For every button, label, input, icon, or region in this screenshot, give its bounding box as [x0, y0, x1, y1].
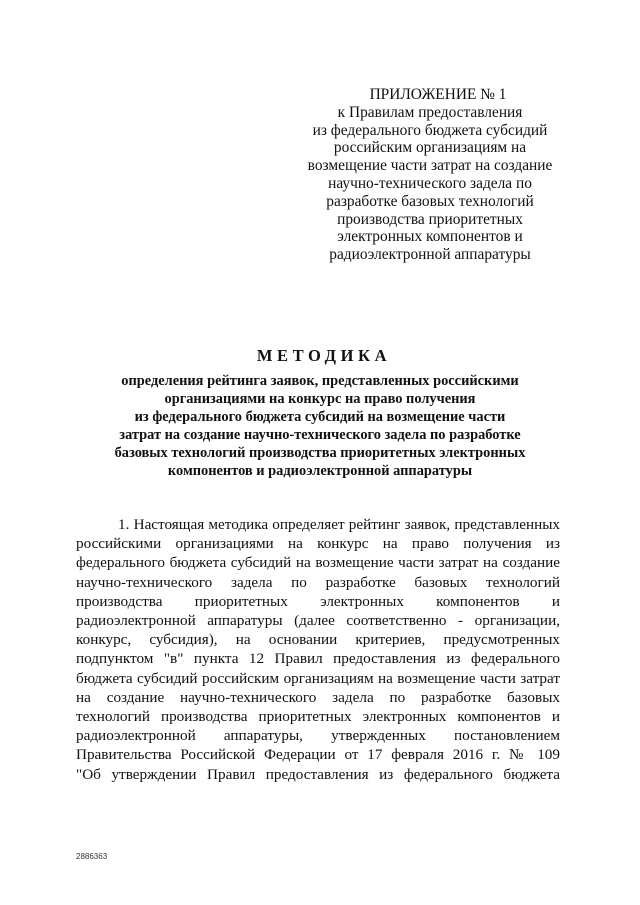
appendix-heading: ПРИЛОЖЕНИЕ № 1	[369, 86, 507, 103]
body-line: Правительства Российской Федерации от 17 февраля 2016 г. № 109	[76, 746, 560, 764]
appendix-line: российским организациям на	[333, 139, 527, 157]
appendix-line: из федерального бюджета субсидий	[312, 121, 548, 139]
body-line: подпунктом "в" пункта 12 Правил предоставления из федерального	[76, 650, 560, 668]
appendix-line: производства приоритетных	[337, 210, 523, 228]
body-line: радиоэлектронной аппаратуры, утвержденных постановлением	[76, 727, 560, 745]
subtitle-line: определения рейтинга заявок, представленных российскими	[121, 373, 519, 389]
subtitle-line: затрат на создание научно-технического задела по разработке	[119, 426, 521, 443]
body-line: радиоэлектронной аппаратуры (далее соответственно - организации,	[76, 612, 560, 630]
body-line: российскими организациями на конкурс на право получения из	[76, 535, 560, 553]
body-line: "Об утверждении Правил предоставления из федерального бюджета	[76, 765, 560, 783]
body-line: производства приоритетных электронных компонентов и	[76, 592, 560, 610]
appendix-line: возмещение части затрат на создание	[307, 157, 553, 175]
body-paragraph	[76, 515, 560, 784]
appendix-line: радиоэлектронной аппаратуры	[329, 246, 531, 264]
appendix-line: научно-технического задела по	[328, 174, 532, 192]
document-title: МЕТОДИКА	[256, 346, 392, 365]
body-line: на создание научно-технического задела по разработке базовых	[76, 688, 560, 706]
body-line: бюджета субсидий российским организациям на возмещение части затрат	[76, 669, 560, 687]
body-line: научно-технического задела по разработке базовых технологий	[76, 573, 560, 591]
appendix-line: разработке базовых технологий	[326, 192, 534, 210]
body-line: технологий производства приоритетных электронных компонентов и	[76, 708, 560, 726]
body-line: федерального бюджета субсидий на возмещение части затрат на создание	[76, 554, 560, 572]
document-number: 2886363	[76, 852, 108, 861]
subtitle-line: из федерального бюджета субсидий на возмещение части	[134, 408, 506, 425]
body-line: конкурс, субсидия), на основании критериев, предусмотренных	[76, 631, 560, 649]
subtitle-line: компонентов и радиоэлектронной аппаратуры	[167, 462, 473, 479]
appendix-line: электронных компонентов и	[337, 228, 523, 246]
appendix-block	[278, 86, 582, 264]
appendix-line: к Правилам предоставления	[337, 103, 523, 121]
subtitle-line: организациями на конкурс на право получения	[164, 390, 476, 407]
body-line: 1. Настоящая методика определяет рейтинг заявок, представленных	[118, 516, 560, 533]
document-subtitle	[70, 373, 570, 480]
subtitle-line: базовых технологий производства приоритетных электронных	[114, 444, 526, 461]
